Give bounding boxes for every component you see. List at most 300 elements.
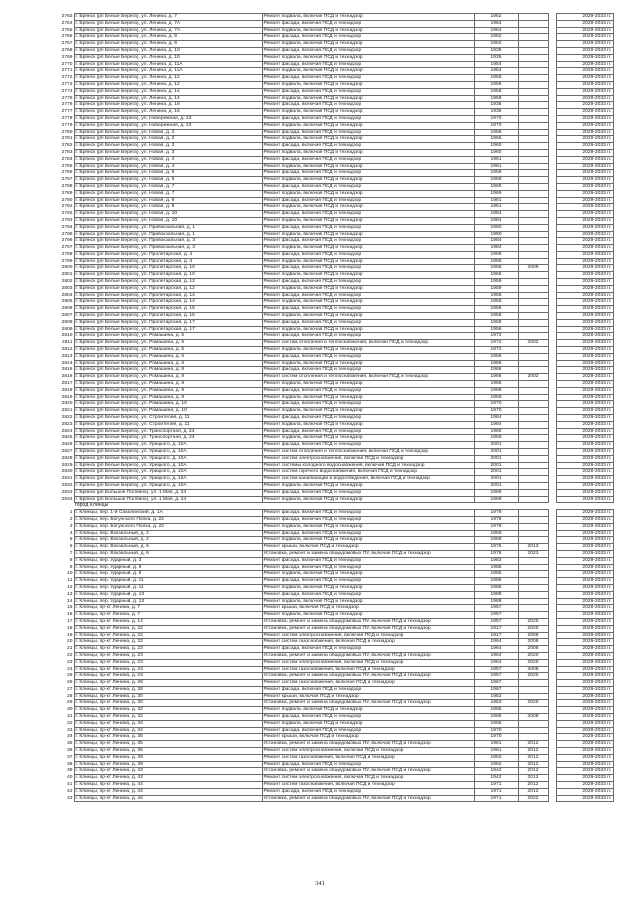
last-repair-year-cell <box>518 258 548 265</box>
spacer-cell <box>548 646 556 653</box>
spacer-cell <box>548 625 556 632</box>
table-row <box>52 197 613 204</box>
build-year-cell: 1957 <box>474 618 518 625</box>
address-cell: г. Клинцы, пер. Ударный, д. 9 <box>74 571 262 578</box>
row-number: 17 <box>52 618 74 625</box>
build-year-cell: 1976 <box>474 516 518 523</box>
table-row <box>52 251 613 258</box>
address-cell: г. Клинцы, пер. Богунского Полка, д. 22 <box>74 516 262 523</box>
address-cell: г. Брянск (рп Белые Берега), ул. Привокзальная, д. 1 <box>74 224 262 231</box>
work-type-cell: Ремонт систем газоснабжения, включая ПСД и технадзор <box>262 680 474 687</box>
row-number: 28 <box>52 693 74 700</box>
row-number: 25 <box>52 673 74 680</box>
build-year-cell: 1959 <box>474 279 518 286</box>
address-cell: г. Клинцы, пр-кт Ленина, д. 22 <box>74 632 262 639</box>
table-row <box>52 224 613 231</box>
table-row <box>52 367 613 374</box>
spacer-cell <box>548 707 556 714</box>
build-year-cell: 2001 <box>474 449 518 456</box>
build-year-cell: 2001 <box>474 476 518 483</box>
work-type-cell: Ремонт подвала, включая ПСД и технадзор <box>262 482 474 489</box>
work-type-cell: Ремонт фасада, включая ПСД и технадзор <box>262 197 474 204</box>
last-repair-year-cell <box>518 88 548 95</box>
table-row <box>52 88 613 95</box>
row-number: 2828 <box>52 455 74 462</box>
address-cell: г. Брянск (рп Белые Берега), ул. Ромашина, д. 9 <box>74 394 262 401</box>
row-number: 38 <box>52 761 74 768</box>
work-type-cell: Ремонт подвала, включая ПСД и технадзор <box>262 204 474 211</box>
spacer-cell <box>548 442 556 449</box>
last-repair-year-cell: 2020 <box>518 625 548 632</box>
brjansk-rows <box>52 14 613 503</box>
last-repair-year-cell <box>518 251 548 258</box>
row-number: 9 <box>52 564 74 571</box>
build-year-cell: 1957 <box>474 666 518 673</box>
last-repair-year-cell: 2002 <box>518 374 548 381</box>
planned-period-cell: 2029-2033 гг. <box>556 428 613 435</box>
row-number: 2793 <box>52 217 74 224</box>
work-type-cell: Ремонт крыши, включая ПСД и технадзор <box>262 544 474 551</box>
spacer-cell <box>548 258 556 265</box>
work-type-cell: Установка, ремонт и замена общедомовых ПУ, включая ПСД и технадзор <box>262 625 474 632</box>
work-type-cell: Ремонт фасада, включая ПСД и технадзор <box>262 428 474 435</box>
table-row <box>52 455 613 462</box>
address-cell: г. Брянск (рп Белые Берега), ул. Ромашина, д. 9 <box>74 387 262 394</box>
table-row <box>52 204 613 211</box>
row-number: 42 <box>52 788 74 795</box>
planned-period-cell: 2029-2033 гг. <box>556 129 613 136</box>
spacer-cell <box>548 122 556 129</box>
spacer-cell <box>548 204 556 211</box>
row-number: 2829 <box>52 462 74 469</box>
table-row <box>52 686 613 693</box>
table-row <box>52 761 613 768</box>
address-cell: г. Клинцы, пр-кт Ленина, д. 26 <box>74 680 262 687</box>
table-row <box>52 618 613 625</box>
table-row <box>52 462 613 469</box>
spacer-cell <box>548 217 556 224</box>
last-repair-year-cell <box>518 41 548 48</box>
address-cell: г. Клинцы, пер. Богунского Полка, д. 22 <box>74 523 262 530</box>
address-cell: г. Брянск (рп Белые Берега), ул. Ромашина, д. 8 <box>74 381 262 388</box>
table-row <box>52 550 613 557</box>
last-repair-year-cell <box>518 598 548 605</box>
row-number: 16 <box>52 612 74 619</box>
row-number: 2820 <box>52 401 74 408</box>
spacer-cell <box>548 41 556 48</box>
last-repair-year-cell <box>518 183 548 190</box>
address-cell: г. Брянск (рп Белые Берега), ул. Ленина, д. 9 <box>74 34 262 41</box>
table-row <box>52 754 613 761</box>
last-repair-year-cell <box>518 149 548 156</box>
row-number: 30 <box>52 707 74 714</box>
build-year-cell: 1954 <box>474 68 518 75</box>
last-repair-year-cell <box>518 54 548 61</box>
row-number: 2812 <box>52 347 74 354</box>
table-row <box>52 544 613 551</box>
table-row <box>52 41 613 48</box>
build-year-cell: 1966 <box>474 272 518 279</box>
build-year-cell: 1988 <box>474 591 518 598</box>
table-row <box>52 381 613 388</box>
spacer-cell <box>548 557 556 564</box>
last-repair-year-cell <box>518 734 548 741</box>
work-type-cell: Ремонт подвала, включая ПСД и технадзор <box>262 571 474 578</box>
work-type-cell: Ремонт системы холодного водоснабжения, включая ПСД и технадзор <box>262 462 474 469</box>
address-cell: г. Брянск (рп Белые Берега), ул. Ленина, д. 11А <box>74 61 262 68</box>
planned-period-cell: 2029-2033 гг. <box>556 156 613 163</box>
spacer-cell <box>548 741 556 748</box>
address-cell: г. Брянск (рп Белые Берега), ул. Ромашина, д. 8 <box>74 367 262 374</box>
address-cell: г. Брянск (рп Белые Берега), ул. Ленина, д. 12 <box>74 75 262 82</box>
work-type-cell: Ремонт фасада, включая ПСД и технадзор <box>262 578 474 585</box>
spacer-cell <box>548 700 556 707</box>
planned-period-cell: 2029-2033 гг. <box>556 741 613 748</box>
work-type-cell: Ремонт фасада, включая ПСД и технадзор <box>262 211 474 218</box>
planned-period-cell: 2029-2033 гг. <box>556 673 613 680</box>
build-year-cell: 1985 <box>474 571 518 578</box>
row-number: 2775 <box>52 95 74 102</box>
planned-period-cell: 2029-2033 гг. <box>556 115 613 122</box>
row-number: 32 <box>52 720 74 727</box>
work-type-cell: Ремонт фасада, включая ПСД и технадзор <box>262 129 474 136</box>
work-type-cell: Ремонт подвала, включая ПСД и технадзор <box>262 408 474 415</box>
row-number: 12 <box>52 584 74 591</box>
table-row <box>52 693 613 700</box>
spacer-cell <box>548 720 556 727</box>
row-number: 2800 <box>52 265 74 272</box>
planned-period-cell: 2029-2033 гг. <box>556 14 613 21</box>
build-year-cell: 1966 <box>474 129 518 136</box>
planned-period-cell: 2029-2033 гг. <box>556 530 613 537</box>
row-number: 2771 <box>52 68 74 75</box>
row-number: 2801 <box>52 272 74 279</box>
table-row <box>52 516 613 523</box>
planned-period-cell: 2029-2033 гг. <box>556 211 613 218</box>
table-row <box>52 394 613 401</box>
planned-period-cell: 2029-2033 гг. <box>556 47 613 54</box>
spacer-cell <box>548 680 556 687</box>
address-cell: г. Клинцы, пр-кт Ленина, д. 44 <box>74 782 262 789</box>
build-year-cell: 2001 <box>474 469 518 476</box>
build-year-cell: 1964 <box>474 646 518 653</box>
last-repair-year-cell: 2020 <box>518 673 548 680</box>
row-number: 2799 <box>52 258 74 265</box>
work-type-cell: Ремонт фасада, включая ПСД и технадзор <box>262 292 474 299</box>
planned-period-cell: 2029-2033 гг. <box>556 190 613 197</box>
row-number: 2823 <box>52 421 74 428</box>
build-year-cell: 1976 <box>474 523 518 530</box>
last-repair-year-cell: 2013 <box>518 544 548 551</box>
spacer-cell <box>548 408 556 415</box>
work-type-cell: Ремонт систем газоснабжения, включая ПСД и технадзор <box>262 639 474 646</box>
build-year-cell: 1964 <box>474 20 518 27</box>
row-number: 2815 <box>52 367 74 374</box>
address-cell: г. Брянск (рп Белые Берега), ул. Ленина, д. 10 <box>74 47 262 54</box>
work-type-cell: Установка, ремонт и замена общедомовых ПУ, включая ПСД и технадзор <box>262 700 474 707</box>
row-number: 24 <box>52 666 74 673</box>
work-type-cell: Ремонт систем электроснабжения, включая ПСД и технадзор <box>262 775 474 782</box>
table-row <box>52 238 613 245</box>
spacer-cell <box>548 462 556 469</box>
table-row <box>52 299 613 306</box>
work-type-cell: Установка, ремонт и замена общедомовых ПУ, включая ПСД и технадзор <box>262 652 474 659</box>
row-number: 2791 <box>52 204 74 211</box>
planned-period-cell: 2029-2033 гг. <box>556 469 613 476</box>
capital-repair-table <box>52 13 614 802</box>
spacer-cell <box>548 231 556 238</box>
work-type-cell: Установка, ремонт и замена общедомовых ПУ, включая ПСД и технадзор <box>262 618 474 625</box>
address-cell: г. Брянск (рп Белые Берега), ул. Урицкого, д. 10А <box>74 462 262 469</box>
planned-period-cell: 2029-2033 гг. <box>556 319 613 326</box>
planned-period-cell: 2029-2033 гг. <box>556 81 613 88</box>
planned-period-cell: 2029-2033 гг. <box>556 204 613 211</box>
last-repair-year-cell: 2012 <box>518 748 548 755</box>
row-number: 2789 <box>52 190 74 197</box>
last-repair-year-cell <box>518 217 548 224</box>
table-row <box>52 680 613 687</box>
table-row <box>52 143 613 150</box>
build-year-cell: 1959 <box>474 285 518 292</box>
build-year-cell: 1969 <box>474 387 518 394</box>
spacer-cell <box>548 768 556 775</box>
work-type-cell: Ремонт систем канализации и водоотведения, включая ПСД и технадзор <box>262 476 474 483</box>
row-number: 13 <box>52 591 74 598</box>
planned-period-cell: 2029-2033 гг. <box>556 265 613 272</box>
spacer-cell <box>548 510 556 517</box>
row-number: 2773 <box>52 81 74 88</box>
work-type-cell: Ремонт фасада, включая ПСД и технадзор <box>262 353 474 360</box>
address-cell: г. Клинцы, пр-кт Ленина, д. 43 <box>74 775 262 782</box>
row-number: 2822 <box>52 415 74 422</box>
spacer-cell <box>548 170 556 177</box>
work-type-cell: Ремонт фасада, включая ПСД и технадзор <box>262 170 474 177</box>
last-repair-year-cell <box>518 605 548 612</box>
row-number: 2788 <box>52 183 74 190</box>
planned-period-cell: 2029-2033 гг. <box>556 442 613 449</box>
table-row <box>52 170 613 177</box>
build-year-cell: 1969 <box>474 435 518 442</box>
row-number: 2794 <box>52 224 74 231</box>
last-repair-year-cell <box>518 557 548 564</box>
work-type-cell: Ремонт фасада, включая ПСД и технадзор <box>262 88 474 95</box>
spacer-cell <box>548 632 556 639</box>
build-year-cell: 1985 <box>474 564 518 571</box>
planned-period-cell: 2029-2033 гг. <box>556 95 613 102</box>
address-cell: г. Брянск (рп Белые Берега), ул. Пролетарская, д. 4 <box>74 251 262 258</box>
build-year-cell: 1984 <box>474 211 518 218</box>
work-type-cell: Ремонт фасада, включая ПСД и технадзор <box>262 564 474 571</box>
address-cell: г. Брянск (рп Белые Берега), ул. Ромашина, д. 5 <box>74 347 262 354</box>
planned-period-cell: 2029-2033 гг. <box>556 238 613 245</box>
table-row <box>52 353 613 360</box>
work-type-cell: Ремонт фасада, включая ПСД и технадзор <box>262 591 474 598</box>
build-year-cell: 1966 <box>474 367 518 374</box>
row-number: 2781 <box>52 136 74 143</box>
build-year-cell: 1965 <box>474 707 518 714</box>
work-type-cell: Ремонт фасада, включая ПСД и технадзор <box>262 279 474 286</box>
row-number: 2785 <box>52 163 74 170</box>
address-cell: г. Брянск (рп Белые Берега), ул. Ленина, д. 16 <box>74 102 262 109</box>
work-type-cell: Ремонт фасада, включая ПСД и технадзор <box>262 47 474 54</box>
spacer-cell <box>548 190 556 197</box>
planned-period-cell: 2029-2033 гг. <box>556 680 613 687</box>
spacer-cell <box>548 279 556 286</box>
spacer-cell <box>548 102 556 109</box>
spacer-cell <box>548 401 556 408</box>
address-cell: г. Клинцы, пер. Вокзальный, д. 2 <box>74 530 262 537</box>
last-repair-year-cell <box>518 313 548 320</box>
work-type-cell: Ремонт фасада, включая ПСД и технадзор <box>262 646 474 653</box>
last-repair-year-cell <box>518 129 548 136</box>
last-repair-year-cell <box>518 245 548 252</box>
table-row <box>52 482 613 489</box>
planned-period-cell: 2029-2033 гг. <box>556 54 613 61</box>
build-year-cell: 1964 <box>474 659 518 666</box>
row-number: 6 <box>52 544 74 551</box>
spacer-cell <box>548 666 556 673</box>
spacer-cell <box>548 449 556 456</box>
address-cell: г. Брянск (рп Белые Берега), ул. Ромашина, д. 8 <box>74 374 262 381</box>
planned-period-cell: 2029-2033 гг. <box>556 102 613 109</box>
work-type-cell: Ремонт подвала, включая ПСД и технадзор <box>262 523 474 530</box>
planned-period-cell: 2029-2033 гг. <box>556 720 613 727</box>
work-type-cell: Установка, ремонт и замена общедомовых ПУ, включая ПСД и технадзор <box>262 741 474 748</box>
spacer-cell <box>548 788 556 795</box>
planned-period-cell: 2029-2033 гг. <box>556 367 613 374</box>
row-number: 41 <box>52 782 74 789</box>
address-cell: г. Клинцы, пр-кт Ленина, д. 24 <box>74 666 262 673</box>
last-repair-year-cell <box>518 333 548 340</box>
table-row <box>52 496 613 503</box>
row-number: 3 <box>52 523 74 530</box>
table-row <box>52 510 613 517</box>
table-row <box>52 442 613 449</box>
row-number: 2818 <box>52 387 74 394</box>
table-row <box>52 700 613 707</box>
address-cell: г. Клинцы, пр-кт Ленина, д. 7 <box>74 612 262 619</box>
table-row <box>52 190 613 197</box>
planned-period-cell: 2029-2033 гг. <box>556 476 613 483</box>
last-repair-year-cell <box>518 401 548 408</box>
build-year-cell: 1966 <box>474 381 518 388</box>
table-row <box>52 714 613 721</box>
last-repair-year-cell <box>518 211 548 218</box>
build-year-cell: 1976 <box>474 550 518 557</box>
last-repair-year-cell <box>518 707 548 714</box>
work-type-cell: Ремонт подвала, включая ПСД и технадзор <box>262 421 474 428</box>
spacer-cell <box>548 360 556 367</box>
spacer-cell <box>548 367 556 374</box>
table-row <box>52 782 613 789</box>
work-type-cell: Ремонт подвала, включая ПСД и технадзор <box>262 612 474 619</box>
build-year-cell: 1971 <box>474 788 518 795</box>
spacer-cell <box>548 136 556 143</box>
row-number: 2803 <box>52 285 74 292</box>
build-year-cell: 1966 <box>474 265 518 272</box>
table-row <box>52 211 613 218</box>
spacer-cell <box>548 272 556 279</box>
table-row <box>52 183 613 190</box>
build-year-cell: 1935 <box>474 102 518 109</box>
planned-period-cell: 2029-2033 гг. <box>556 75 613 82</box>
row-number: 2770 <box>52 61 74 68</box>
address-cell: г. Брянск (рп Белые Берега), ул. Ленина, д. 7 <box>74 14 262 21</box>
last-repair-year-cell <box>518 353 548 360</box>
row-number: 2816 <box>52 374 74 381</box>
spacer-cell <box>548 183 556 190</box>
address-cell: г. Клинцы, пр-кт Ленина, д. 24 <box>74 673 262 680</box>
row-number: 2821 <box>52 408 74 415</box>
spacer-cell <box>548 591 556 598</box>
last-repair-year-cell <box>518 591 548 598</box>
work-type-cell: Ремонт фасада, включая ПСД и технадзор <box>262 115 474 122</box>
table-row <box>52 605 613 612</box>
build-year-cell: 1960 <box>474 143 518 150</box>
spacer-cell <box>548 652 556 659</box>
planned-period-cell: 2029-2033 гг. <box>556 714 613 721</box>
row-number: 2826 <box>52 442 74 449</box>
table-row <box>52 333 613 340</box>
address-cell: г. Брянск (рп Белые Берега), ул. Урицкого, д. 10А <box>74 442 262 449</box>
build-year-cell: 1968 <box>474 251 518 258</box>
table-row <box>52 102 613 109</box>
address-cell: г. Клинцы, пр-кт Ленина, д. 7 <box>74 605 262 612</box>
row-number: 2830 <box>52 469 74 476</box>
address-cell: г. Брянск (рп Белые Берега), ул. Пролетарская, д. 12 <box>74 279 262 286</box>
spacer-cell <box>548 88 556 95</box>
table-row <box>52 449 613 456</box>
last-repair-year-cell: 2012 <box>518 775 548 782</box>
planned-period-cell: 2029-2033 гг. <box>556 775 613 782</box>
row-number: 2806 <box>52 306 74 313</box>
address-cell: г. Брянск (рп Белые Берега), ул. Новая, д. 3 <box>74 149 262 156</box>
address-cell: г. Брянск (рп Большое Полпино), ул. 1 Мая, д. 24 <box>74 489 262 496</box>
planned-period-cell: 2029-2033 гг. <box>556 516 613 523</box>
planned-period-cell: 2029-2033 гг. <box>556 584 613 591</box>
work-type-cell: Ремонт фасада, включая ПСД и технадзор <box>262 306 474 313</box>
section-title: город Клинцы <box>75 502 109 509</box>
table-row <box>52 741 613 748</box>
planned-period-cell: 2029-2033 гг. <box>556 782 613 789</box>
last-repair-year-cell: 2009 <box>518 632 548 639</box>
spacer-cell <box>548 530 556 537</box>
build-year-cell: 1983 <box>474 557 518 564</box>
table-row <box>52 421 613 428</box>
work-type-cell: Ремонт фасада, включая ПСД и технадзор <box>262 415 474 422</box>
planned-period-cell: 2029-2033 гг. <box>556 415 613 422</box>
row-number: 2792 <box>52 211 74 218</box>
spacer-cell <box>548 782 556 789</box>
row-number: 11 <box>52 578 74 585</box>
row-number: 20 <box>52 639 74 646</box>
planned-period-cell: 2029-2033 гг. <box>556 632 613 639</box>
table-row <box>52 571 613 578</box>
build-year-cell: 1971 <box>474 782 518 789</box>
last-repair-year-cell: 2012 <box>518 782 548 789</box>
build-year-cell: 1969 <box>474 530 518 537</box>
last-repair-year-cell: 2022 <box>518 795 548 802</box>
planned-period-cell: 2029-2033 гг. <box>556 224 613 231</box>
last-repair-year-cell <box>518 163 548 170</box>
work-type-cell: Ремонт подвала, включая ПСД и технадзор <box>262 272 474 279</box>
work-type-cell: Ремонт фасада, включая ПСД и технадзор <box>262 489 474 496</box>
spacer-cell <box>548 415 556 422</box>
build-year-cell: 1978 <box>474 510 518 517</box>
table-row <box>52 788 613 795</box>
address-cell: г. Клинцы, пер. Вокзальный, д. 6 <box>74 550 262 557</box>
table-row <box>52 136 613 143</box>
